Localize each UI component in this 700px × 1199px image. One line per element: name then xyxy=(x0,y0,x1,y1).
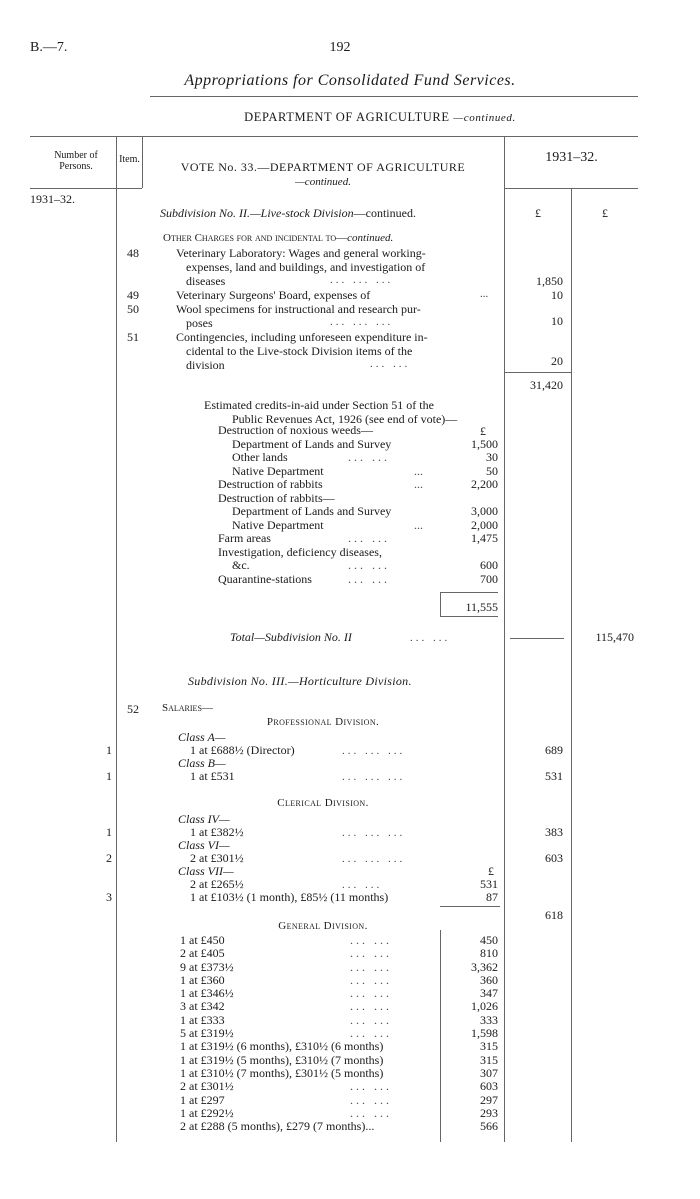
professional-division-heading: Professional Division. xyxy=(266,716,380,728)
credit-row: Quarantine-stations ... ... 700 xyxy=(218,571,498,586)
class-label: Class IV— xyxy=(178,812,230,826)
credit-row: Department of Lands and Survey 3,000 xyxy=(232,504,498,518)
persons-count: 2 xyxy=(106,851,112,865)
general-row: 1 at £333 ... ... 333 xyxy=(180,1012,498,1027)
year-header-left: 1931–32. xyxy=(30,192,75,206)
credit-row: Destruction of rabbits ... 2,200 xyxy=(218,477,498,491)
leader-dots: ... ... ... xyxy=(342,853,406,865)
class-vii-rule xyxy=(440,906,500,907)
general-row: 1 at £346½ ... ... 347 xyxy=(180,986,498,1001)
salary-sub-amount: 531 xyxy=(480,877,498,891)
pound-sign-col-a: £ xyxy=(535,206,541,220)
item-column-rule xyxy=(116,136,117,1142)
general-row: 1 at £310½ (7 months), £301½ (5 months) 307 xyxy=(180,1065,498,1080)
credit-row: &c. ... ... 600 xyxy=(232,558,498,572)
credits-in-aid-intro: Estimated credits-in-aid under Section 51 of the Public Revenues Act, 1926 (see end of vote)— xyxy=(204,398,458,426)
credits-total-rule xyxy=(440,592,498,593)
leader-dots: ... ... ... xyxy=(342,771,406,783)
leader-dots: ... ... xyxy=(410,632,451,644)
class-vii-pound-sign: £ xyxy=(488,864,494,878)
salary-line: 1 at £382½ xyxy=(190,825,244,839)
department-heading xyxy=(150,110,610,125)
persons-count: 1 xyxy=(106,769,112,783)
item-number: 52 xyxy=(127,702,139,716)
credit-row: Other lands ... ... 30 xyxy=(232,450,498,464)
general-row: 1 at £292½ ... ... 293 xyxy=(180,1105,498,1120)
general-row: 1 at £319½ (6 months), £310½ (6 months) 315 xyxy=(180,1039,498,1054)
general-row: 1 at £297 ... ... 297 xyxy=(180,1092,498,1107)
subdivision-ii-total-amount: 115,470 xyxy=(595,630,634,644)
leader-dots: ... ... xyxy=(342,879,383,891)
charge-item-amount: 20 xyxy=(551,354,563,368)
leader-dots: ... ... ... xyxy=(330,274,394,286)
salary-line: 1 at £531 xyxy=(190,769,235,783)
year-header-right: 1931–32. xyxy=(545,150,598,165)
item-number: 49 xyxy=(127,288,139,302)
credit-row: Department of Lands and Survey 1,500 xyxy=(232,436,498,451)
credit-row: Destruction of rabbits— xyxy=(218,490,335,505)
salary-amount: 531 xyxy=(545,769,563,783)
item-number: 50 xyxy=(127,302,139,316)
vote-header-continued: —continued. xyxy=(295,176,351,188)
pound-sign-col-b: £ xyxy=(602,206,608,220)
credit-row: Native Department ... 50 xyxy=(232,463,498,478)
persons-count: 1 xyxy=(106,825,112,839)
class-label: Class A— xyxy=(178,730,226,744)
credits-total: 11,555 xyxy=(465,600,498,614)
salary-line: 1 at £688½ (Director) xyxy=(190,743,295,757)
charge-item-amount: 1,850 xyxy=(536,274,563,288)
general-division-heading: General Division. xyxy=(278,920,368,932)
charge-item-description: Contingencies, including unforeseen expenditure in- cidental to the Live-stock Division items of the division xyxy=(176,330,428,372)
class-label: Class B— xyxy=(178,756,226,770)
salaries-heading: Salaries— xyxy=(162,702,213,714)
credits-total-bottom-rule xyxy=(440,616,498,617)
salary-amount: 603 xyxy=(545,851,563,865)
charge-item-description: Veterinary Laboratory: Wages and general working- expenses, land and buildings, and investigation of diseases xyxy=(176,246,426,288)
general-row: 1 at £319½ (5 months), £310½ (7 months) 315 xyxy=(180,1052,498,1067)
department-continued: —continued. xyxy=(453,112,516,124)
department-name: DEPARTMENT OF AGRICULTURE xyxy=(244,110,450,124)
page-title: Appropriations for Consolidated Fund Services. xyxy=(184,72,516,89)
subtotal-rule xyxy=(504,372,571,373)
credits-pound-sign: £ xyxy=(480,424,486,438)
item-header: Item. xyxy=(119,154,140,165)
class-label: Class VI— xyxy=(178,838,230,852)
total-column-rule xyxy=(571,188,572,1142)
charge-item-description: Wool specimens for instructional and research pur- poses xyxy=(176,302,421,330)
salary-sub-amount: 87 xyxy=(486,890,498,904)
subdivision-ii-heading: Subdivision No. II.—Live-stock Division—continued. xyxy=(160,206,416,220)
persons-header: Number of Persons. xyxy=(54,150,98,172)
charge-item-description: Veterinary Surgeons' Board, expenses of xyxy=(176,288,371,302)
total-dash-rule xyxy=(510,638,564,639)
credit-row: Destruction of noxious weeds— xyxy=(218,423,373,437)
salary-line: 1 at £103½ (1 month), £85½ (11 months) xyxy=(190,890,389,904)
salary-amount: 689 xyxy=(545,743,563,757)
other-charges-heading: Other Charges for and incidental to—continued. xyxy=(163,232,394,244)
general-row: 2 at £301½ ... ... 603 xyxy=(180,1079,498,1094)
general-row: 2 at £405 ... ... 810 xyxy=(180,946,498,961)
salary-amount: 383 xyxy=(545,825,563,839)
persons-count: 1 xyxy=(106,743,112,757)
subdivision-ii-total-label: Total—Subdivision No. II xyxy=(230,630,352,644)
vote-header: VOTE No. 33.—DEPARTMENT OF AGRICULTURE xyxy=(180,160,466,174)
general-row: 1 at £450 ... ... 450 xyxy=(180,933,498,947)
header-rule-left xyxy=(30,188,142,189)
persons-count: 3 xyxy=(106,890,112,904)
item-number: 48 xyxy=(127,246,139,260)
general-row: 3 at £342 ... ... 1,026 xyxy=(180,999,498,1014)
leader-dots: ... ... ... xyxy=(342,827,406,839)
general-row: 9 at £373½ ... ... 3,362 xyxy=(180,959,498,974)
general-division-list xyxy=(180,934,498,1133)
credit-row: Native Department ... 2,000 xyxy=(232,517,498,532)
leader-dots: ... ... ... xyxy=(342,745,406,757)
charge-item-amount: 10 xyxy=(551,288,563,302)
item-number: 51 xyxy=(127,330,139,344)
class-label: Class VII— xyxy=(178,864,234,878)
charge-item-amount: 10 xyxy=(551,314,563,328)
credit-row: Investigation, deficiency diseases, xyxy=(218,544,382,559)
salary-amount: 618 xyxy=(545,908,563,922)
subtotal-amount: 31,420 xyxy=(530,378,563,392)
leader-dots: ... ... xyxy=(370,358,411,370)
general-row: 1 at £360 ... ... 360 xyxy=(180,972,498,987)
title-rule xyxy=(150,96,638,97)
clerical-division-heading: Clerical Division. xyxy=(277,797,369,809)
leader-dots: ... xyxy=(480,288,489,300)
table-top-rule xyxy=(30,136,638,137)
credit-row: Farm areas ... ... 1,475 xyxy=(218,531,498,545)
salary-line: 2 at £301½ xyxy=(190,851,244,865)
credits-in-aid-list xyxy=(218,424,498,586)
salary-line: 2 at £265½ xyxy=(190,877,244,891)
leader-dots: ... ... ... xyxy=(330,316,394,328)
subdivision-iii-heading: Subdivision No. III.—Horticulture Division. xyxy=(188,674,412,688)
general-row: 2 at £288 (5 months), £279 (7 months)... 566 xyxy=(180,1119,498,1134)
page-number: 192 xyxy=(329,40,351,55)
document-reference: B.—7. xyxy=(30,40,68,55)
general-row: 5 at £319½ ... ... 1,598 xyxy=(180,1026,498,1041)
